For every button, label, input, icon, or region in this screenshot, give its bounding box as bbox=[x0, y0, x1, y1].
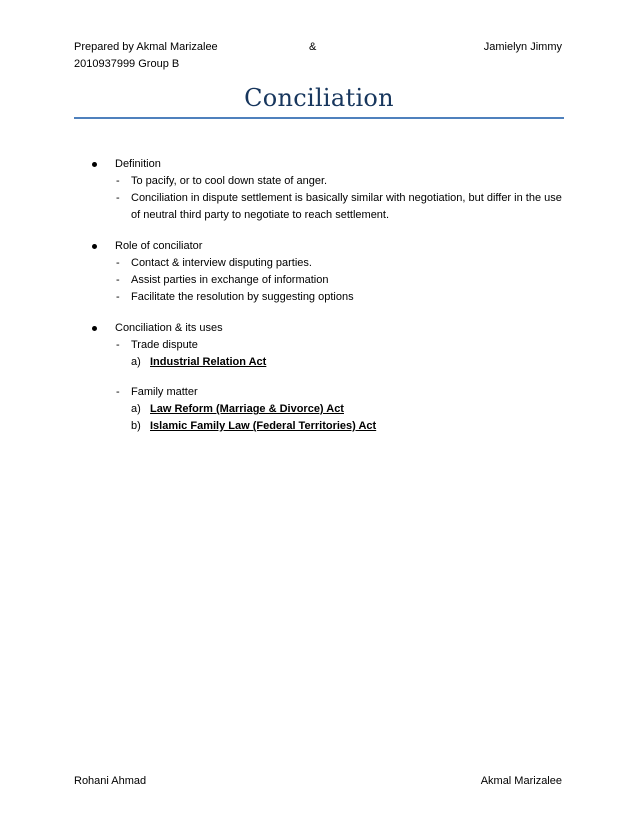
bullet-icon bbox=[92, 244, 97, 249]
list-item-text: of neutral third party to negotiate to reach settlement. bbox=[131, 209, 390, 221]
title-divider bbox=[74, 117, 564, 119]
footer-left: Rohani Ahmad bbox=[74, 775, 147, 787]
act-name: Law Reform (Marriage & Divorce) Act bbox=[150, 403, 344, 415]
list-item-text: Contact & interview disputing parties. bbox=[131, 257, 312, 269]
sub-item-marker: b) bbox=[131, 420, 141, 432]
dash-marker: - bbox=[116, 192, 120, 204]
act-name: Islamic Family Law (Federal Territories) Act bbox=[150, 420, 377, 432]
list-item-text: Assist parties in exchange of information bbox=[131, 274, 329, 286]
list-item-text: Family matter bbox=[131, 386, 198, 398]
list-item-text: Trade dispute bbox=[131, 339, 198, 351]
dash-marker: - bbox=[116, 175, 120, 187]
footer-right: Akmal Marizalee bbox=[480, 775, 562, 787]
bullet-icon bbox=[92, 326, 97, 331]
header-center: & bbox=[309, 41, 317, 53]
sub-item-marker: a) bbox=[131, 356, 141, 368]
list-item-text: Conciliation in dispute settlement is basically similar with negotiation, but differ in the use bbox=[131, 192, 562, 204]
act-name: Industrial Relation Act bbox=[150, 356, 267, 368]
section-heading: Conciliation & its uses bbox=[115, 322, 223, 334]
list-item-text: To pacify, or to cool down state of anger. bbox=[131, 175, 328, 187]
page-title: Conciliation bbox=[244, 84, 394, 112]
header-right: Jamielyn Jimmy bbox=[483, 41, 562, 53]
sub-item-marker: a) bbox=[131, 403, 141, 415]
dash-marker: - bbox=[116, 257, 120, 269]
section-heading: Definition bbox=[115, 158, 161, 170]
section-heading: Role of conciliator bbox=[115, 240, 203, 252]
header-student-id: 2010937999 Group B bbox=[74, 58, 180, 70]
dash-marker: - bbox=[116, 274, 120, 286]
list-item-text: Facilitate the resolution by suggesting options bbox=[131, 291, 354, 303]
dash-marker: - bbox=[116, 339, 120, 351]
dash-marker: - bbox=[116, 291, 120, 303]
dash-marker: - bbox=[116, 386, 120, 398]
bullet-icon bbox=[92, 162, 97, 167]
header-left: Prepared by Akmal Marizalee bbox=[74, 41, 218, 53]
